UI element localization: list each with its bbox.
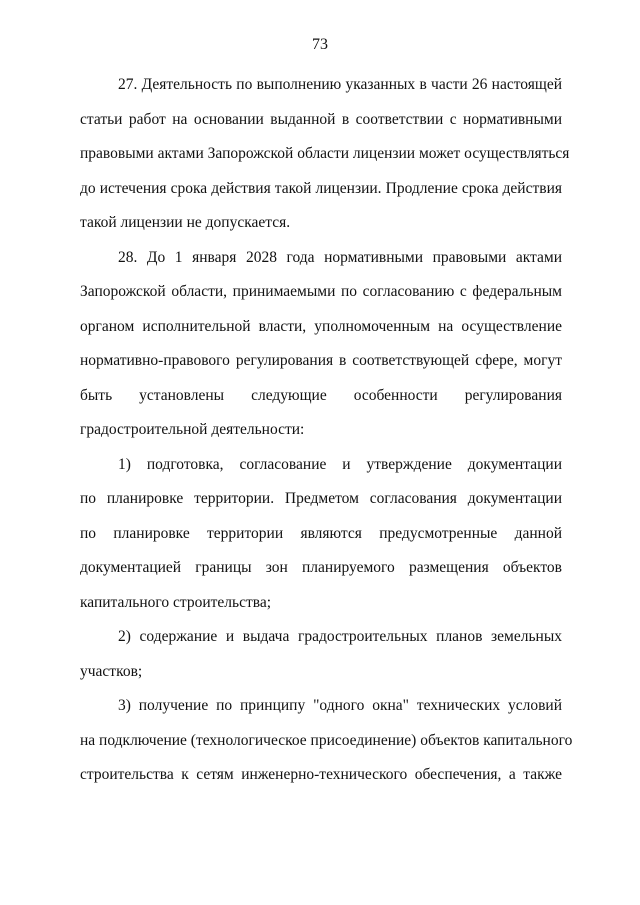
text-line: 28. До 1 января 2028 года нормативными правовыми актами <box>118 248 562 266</box>
paragraph-28 <box>80 241 562 448</box>
list-item-3 <box>80 689 573 793</box>
text-line: капитального строительства; <box>80 593 272 611</box>
text-line: такой лицензии не допускается. <box>80 214 291 231</box>
text-line: статьи работ на основании выданной в соответствии с нормативными <box>80 110 562 128</box>
text-line: на подключение (технологическое присоединение) объектов капитального <box>80 731 573 749</box>
list-item-2 <box>80 620 562 689</box>
text-line: документацией границы зон планируемого размещения объектов <box>80 559 562 576</box>
page-number: 73 <box>312 36 328 53</box>
text-line: органом исполнительной власти, уполномоченным на осуществление <box>80 317 562 335</box>
text-line: правовыми актами Запорожской области лицензии может осуществляться <box>80 145 570 162</box>
text-line: 1) подготовка, согласование и утверждение документации <box>118 455 562 473</box>
text-line: 27. Деятельность по выполнению указанных в части 26 настоящей <box>118 76 562 93</box>
text-line: участков; <box>80 662 143 680</box>
text-line: по планировке территории являются предусмотренные данной <box>80 524 562 542</box>
text-line: быть установлены следующие особенности регулирования <box>80 386 562 404</box>
text-line: до истечения срока действия такой лицензии. Продление срока действия <box>80 179 562 197</box>
text-line: нормативно-правового регулирования в соответствующей сфере, могут <box>80 352 562 369</box>
list-item-1 <box>80 448 562 621</box>
text-line: 3) получение по принципу "одного окна" технических условий <box>118 697 562 714</box>
text-line: строительства к сетям инженерно-технического обеспечения, а также <box>80 766 562 783</box>
text-line: Запорожской области, принимаемыми по согласованию с федеральным <box>80 283 562 300</box>
text-line: градостроительной деятельности: <box>80 421 305 438</box>
document-body <box>80 68 573 793</box>
text-line: 2) содержание и выдача градостроительных планов земельных <box>118 628 562 645</box>
text-line: по планировке территории. Предметом согласования документации <box>80 490 562 507</box>
paragraph-27 <box>80 68 570 241</box>
